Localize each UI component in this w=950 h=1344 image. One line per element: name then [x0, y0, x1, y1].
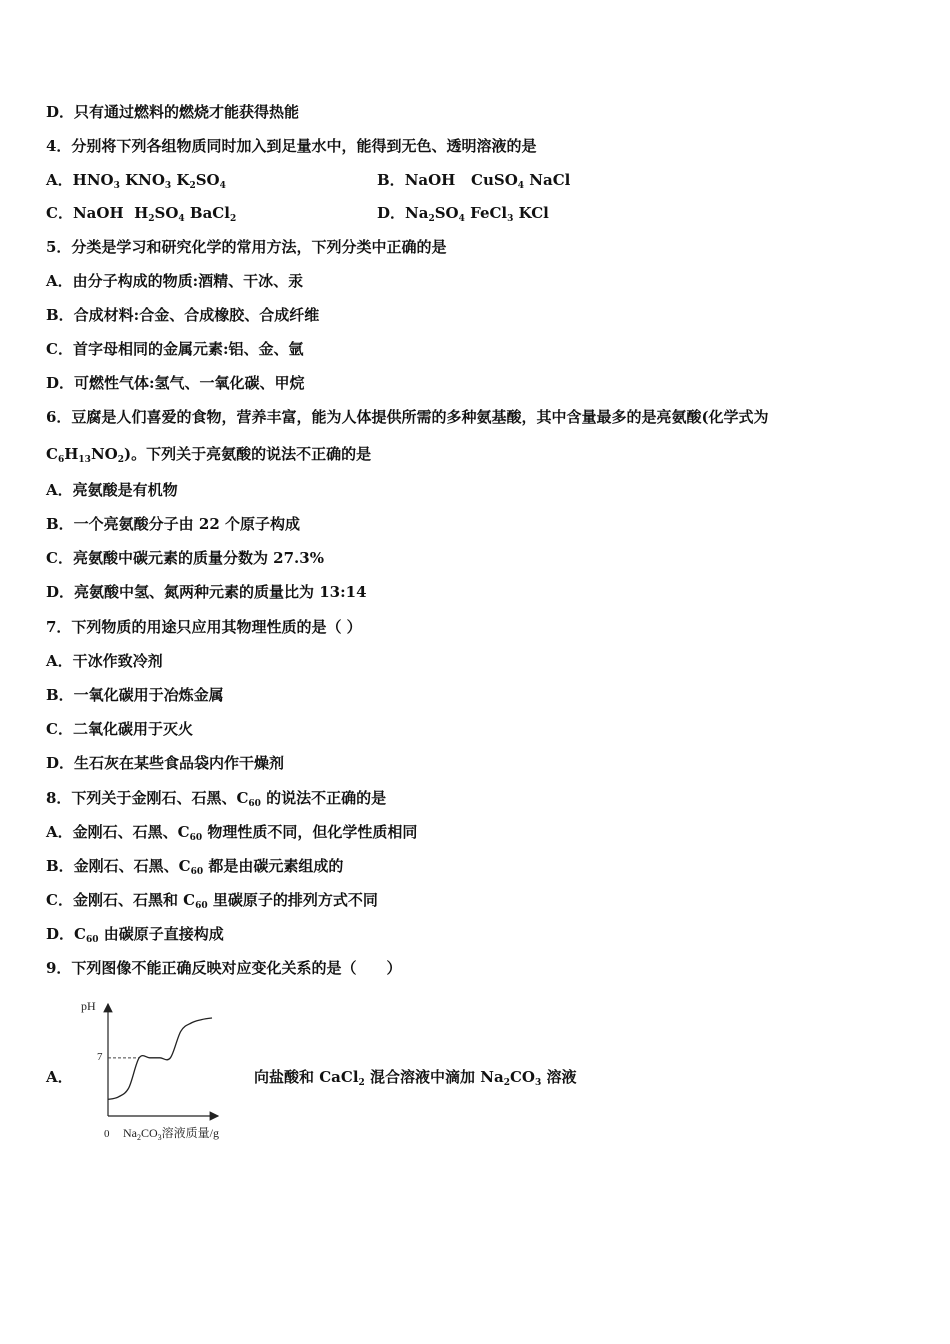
q9-option-a-text: 向盐酸和 CaCl$_2$ 混合溶液中滴加 $Na_2CO_3$ 溶液	[254, 1068, 577, 1088]
q8-stem: 8．下列关于金刚石、石黑、$C_{60}$ 的说法不正确的是	[46, 789, 387, 809]
q8-option-b: B．金刚石、石黑、$C_{60}$ 都是由碳元素组成的	[46, 857, 344, 877]
q9-option-a-label: A．	[46, 1068, 73, 1086]
q4-option-a: A．$HNO_3$ $KNO_3$ $K_2SO_4$	[46, 171, 226, 191]
q5-option-c: C．首字母相同的金属元素:铝、金、氩	[46, 340, 304, 358]
q6-stem: 6．豆腐是人们喜爱的食物，营养丰富，能为人体提供所需的多种氨基酸，其中含量最多的是亮氨酸(化学式为	[46, 408, 769, 426]
q5-option-b: B．合成材料:合金、合成橡胶、合成纤维	[46, 306, 320, 324]
q7-option-d: D．生石灰在某些食品袋内作干燥剂	[46, 754, 285, 772]
q6-stem-continued: $C_6H_{13}NO_2$)。下列关于亮氨酸的说法不正确的是	[46, 445, 372, 465]
origin-label: 0	[104, 1128, 110, 1140]
q4-stem: 4．分别将下列各组物质同时加入到足量水中，能得到无色、透明溶液的是	[46, 137, 537, 155]
q7-option-c: C．二氧化碳用于灭火	[46, 720, 193, 738]
q8-option-d: D．$C_{60}$ 由碳原子直接构成	[46, 925, 224, 945]
x-axis-label: $Na_2CO_3$溶液质量/g	[123, 1126, 220, 1142]
q7-option-a: A．干冰作致冷剂	[46, 652, 163, 670]
q4-option-c: C．NaOH $H_2SO_4$ BaCl$_2$	[46, 204, 237, 224]
q7-stem: 7．下列物质的用途只应用其物理性质的是（ ）	[46, 618, 362, 636]
q4-option-b: B．NaOH CuSO$_4$ NaCl	[377, 171, 571, 191]
q7-option-b: B．一氧化碳用于冶炼金属	[46, 686, 224, 704]
q5-option-a: A．由分子构成的物质:酒精、干冰、汞	[46, 272, 304, 290]
ph-chart	[80, 996, 260, 1146]
q6-option-a: A．亮氨酸是有机物	[46, 481, 178, 499]
q8-option-c: C．金刚石、石黑和 $C_{60}$ 里碳原子的排列方式不同	[46, 891, 378, 911]
y-tick-label-7: 7	[97, 1051, 103, 1063]
q5-stem: 5．分类是学习和研究化学的常用方法，下列分类中正确的是	[46, 238, 447, 256]
y-axis-label: pH	[81, 999, 96, 1013]
q9-stem: 9．下列图像不能正确反映对应变化关系的是（ ）	[46, 959, 402, 977]
q3-option-d: D．只有通过燃料的燃烧才能获得热能	[46, 103, 300, 121]
q8-option-a: A．金刚石、石黑、$C_{60}$ 物理性质不同，但化学性质相同	[46, 823, 418, 843]
q6-option-c: C．亮氨酸中碳元素的质量分数为 27.3%	[46, 549, 324, 567]
ph-curve	[108, 1018, 212, 1099]
q4-option-d: D．$Na_2SO_4$ FeCl$_3$ KCl	[377, 204, 549, 224]
q5-option-d: D．可燃性气体:氢气、一氧化碳、甲烷	[46, 374, 305, 392]
q6-option-b: B．一个亮氨酸分子由 22 个原子构成	[46, 515, 300, 533]
q6-option-d: D．亮氨酸中氢、氮两种元素的质量比为 13:14	[46, 583, 367, 601]
